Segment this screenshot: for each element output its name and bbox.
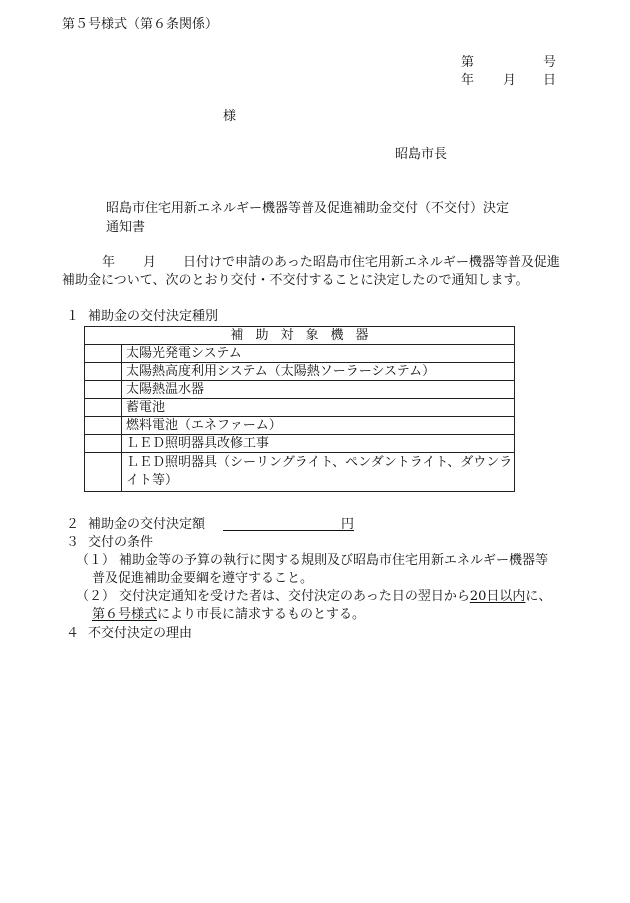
section1-heading: 補助金の交付決定種別 <box>88 309 219 324</box>
title-line1: 昭島市住宅用新エネルギー機器等普及促進補助金交付（不交付）決定 <box>106 201 510 216</box>
doc-date-month: 月 <box>503 73 517 88</box>
condition1-label: （１） <box>76 553 116 568</box>
table-row <box>85 345 515 363</box>
subsidy-type-table <box>84 326 515 492</box>
table-cell-item: 蓄電池 <box>122 399 515 417</box>
body-line1: 日付けで申請のあった昭島市住宅用新エネルギー機器等普及促進 <box>183 255 560 270</box>
amount-field[interactable] <box>223 518 354 531</box>
condition2-text-b: に、 <box>525 589 552 604</box>
condition2-line2 <box>92 608 365 621</box>
table-header-row <box>85 327 515 345</box>
checkbox-cell[interactable] <box>85 381 122 399</box>
table-cell-item: ＬＥＤ照明器具改修工事 <box>122 435 515 453</box>
amount-unit: 円 <box>341 517 355 532</box>
checkbox-cell[interactable] <box>85 363 122 381</box>
table-cell-item: 太陽熱温水器 <box>122 381 515 399</box>
body-month: 月 <box>143 255 157 270</box>
condition2-label: （２） <box>76 589 116 604</box>
table-row <box>85 417 515 435</box>
table-row <box>85 363 515 381</box>
amount-blank <box>223 518 341 531</box>
table-row <box>85 453 515 492</box>
section2-heading: 補助金の交付決定額 <box>88 517 206 532</box>
table-cell-item: 太陽光発電システム <box>122 345 515 363</box>
doc-number-suffix: 号 <box>543 55 557 70</box>
checkbox-cell[interactable] <box>85 435 122 453</box>
section3-heading: 交付の条件 <box>88 535 154 550</box>
issuer: 昭島市長 <box>395 147 448 162</box>
table-row <box>85 399 515 417</box>
section2-number: ２ <box>66 517 80 532</box>
table-cell-item: ＬＥＤ照明器具（シーリングライト、ペンダントライト、ダウンライト等） <box>122 453 515 492</box>
checkbox-cell[interactable] <box>85 345 122 363</box>
condition2-text-a: 交付決定通知を受けた者は、交付決定のあった日の翌日から <box>119 589 470 604</box>
form-number: 第５号様式（第６条関係） <box>62 17 219 32</box>
doc-number-prefix: 第 <box>461 55 475 70</box>
table-row <box>85 381 515 399</box>
checkbox-cell[interactable] <box>85 417 122 435</box>
doc-date-year: 年 <box>461 73 475 88</box>
table-cell-item: 太陽熱高度利用システム（太陽熱ソーラーシステム） <box>122 363 515 381</box>
body-year: 年 <box>102 255 116 270</box>
condition1-line1: 補助金等の予算の執行に関する規則及び昭島市住宅用新エネルギー機器等 <box>119 553 549 568</box>
condition2-deadline: 20日以内 <box>469 589 526 604</box>
table-row <box>85 435 515 453</box>
checkbox-cell[interactable] <box>85 399 122 417</box>
title-line2: 通知書 <box>106 220 146 235</box>
condition2-form-ref: 第６号様式 <box>92 607 158 622</box>
checkbox-cell[interactable] <box>85 453 122 492</box>
doc-date-day: 日 <box>543 73 557 88</box>
section1-number: １ <box>66 309 80 324</box>
table-header: 補助対象機器 <box>85 327 515 345</box>
addressee-suffix: 様 <box>223 109 237 124</box>
condition2-line1 <box>119 590 551 603</box>
body-line2: 補助金について、次のとおり交付・不交付することに決定したので通知します。 <box>62 273 529 288</box>
section4-number: ４ <box>66 626 80 641</box>
section3-number: ３ <box>66 535 80 550</box>
section4-heading: 不交付決定の理由 <box>88 626 193 641</box>
condition1-line2: 普及促進補助金要綱を遵守すること。 <box>92 571 314 586</box>
table-cell-item: 燃料電池（エネファーム） <box>122 417 515 435</box>
condition2-text-c: により市長に請求するものとする。 <box>157 607 366 622</box>
